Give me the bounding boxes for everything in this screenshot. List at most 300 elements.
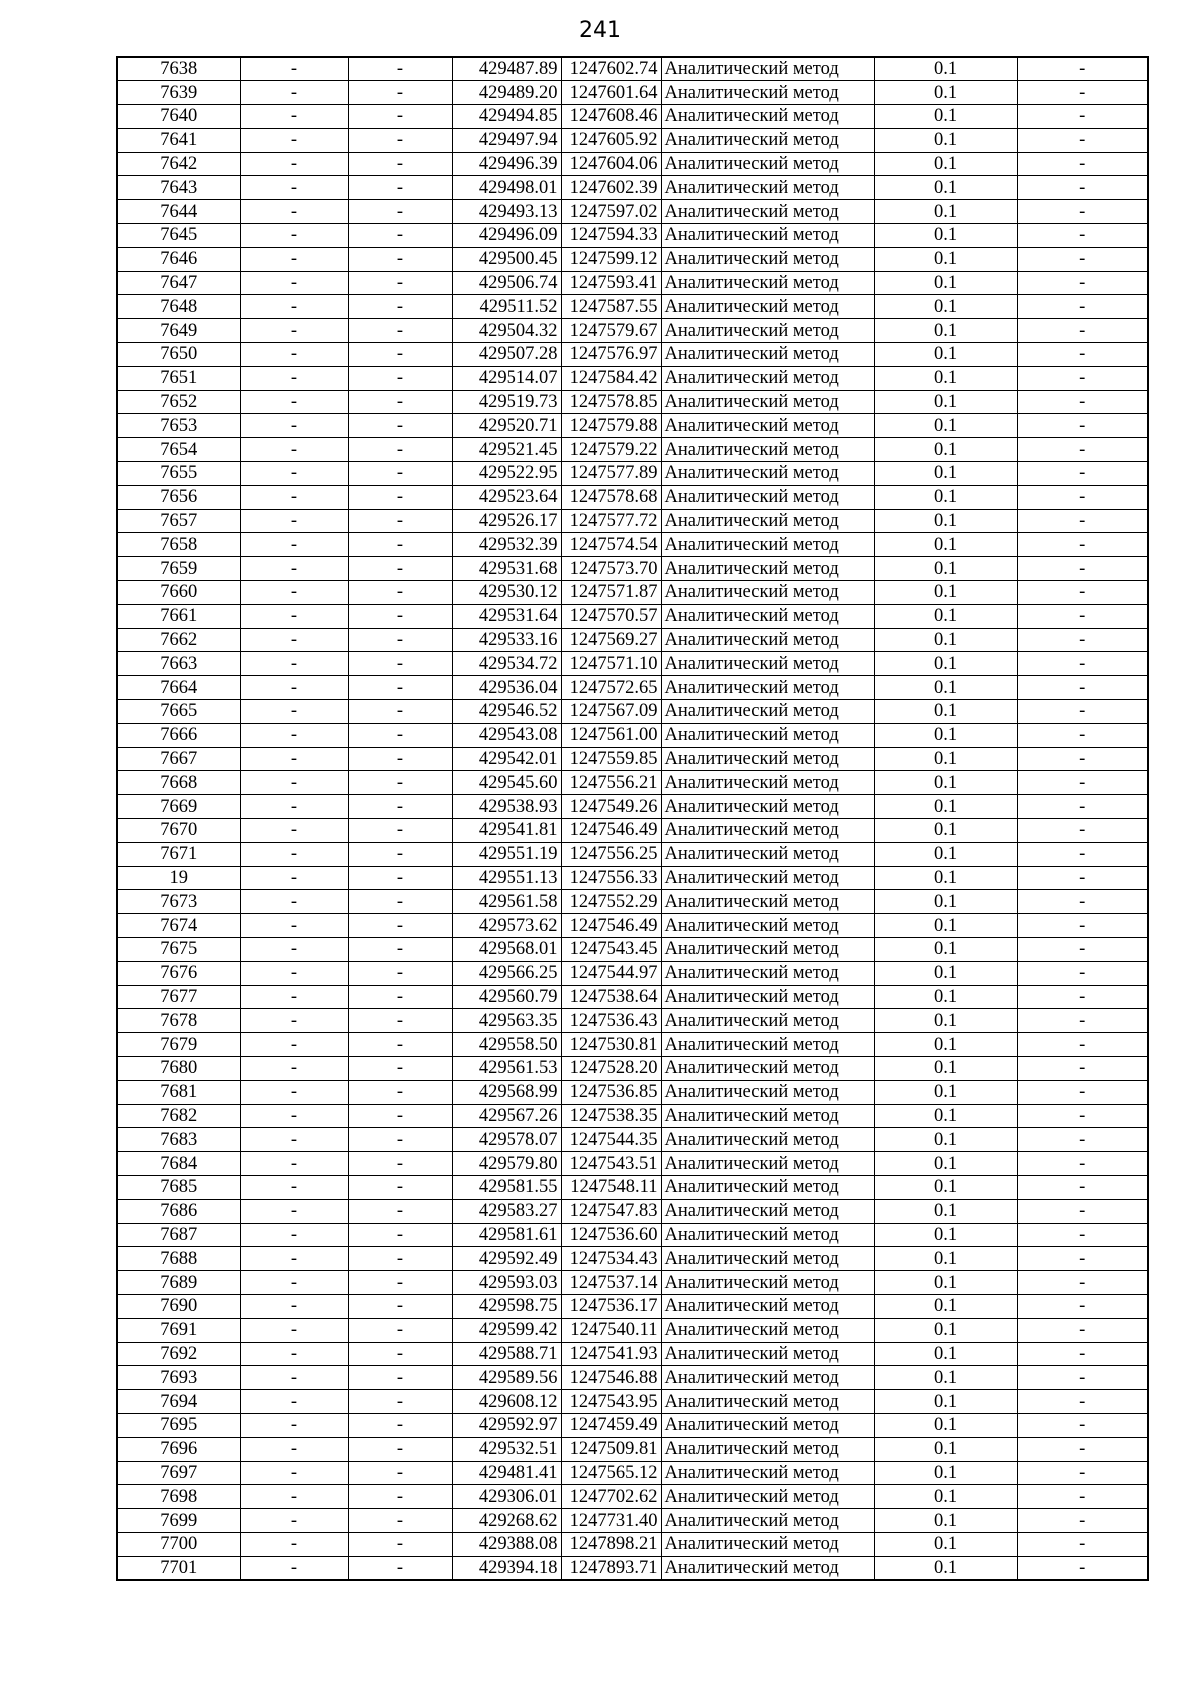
y-coordinate-cell: 1247559.85 xyxy=(561,747,661,771)
empty-cell-a: - xyxy=(240,747,348,771)
empty-cell-last: - xyxy=(1017,1199,1148,1223)
empty-cell-b: - xyxy=(348,224,452,248)
empty-cell-a: - xyxy=(240,795,348,819)
empty-cell-a: - xyxy=(240,533,348,557)
y-coordinate-cell: 1247546.88 xyxy=(561,1366,661,1390)
method-cell: Аналитический метод xyxy=(661,438,874,462)
x-coordinate-cell: 429511.52 xyxy=(452,295,561,319)
table-row xyxy=(117,961,1148,985)
empty-cell-a: - xyxy=(240,842,348,866)
method-cell: Аналитический метод xyxy=(661,105,874,129)
point-number-cell: 7687 xyxy=(117,1223,240,1247)
method-cell: Аналитический метод xyxy=(661,819,874,843)
empty-cell-last: - xyxy=(1017,533,1148,557)
empty-cell-b: - xyxy=(348,866,452,890)
table-row xyxy=(117,819,1148,843)
method-cell: Аналитический метод xyxy=(661,1033,874,1057)
empty-cell-a: - xyxy=(240,604,348,628)
method-cell: Аналитический метод xyxy=(661,366,874,390)
x-coordinate-cell: 429487.89 xyxy=(452,57,561,81)
accuracy-cell: 0.1 xyxy=(874,914,1017,938)
empty-cell-a: - xyxy=(240,1318,348,1342)
method-cell: Аналитический метод xyxy=(661,1437,874,1461)
empty-cell-a: - xyxy=(240,819,348,843)
empty-cell-a: - xyxy=(240,1509,348,1533)
accuracy-cell: 0.1 xyxy=(874,1033,1017,1057)
point-number-cell: 7696 xyxy=(117,1437,240,1461)
empty-cell-b: - xyxy=(348,247,452,271)
table-row xyxy=(117,295,1148,319)
empty-cell-last: - xyxy=(1017,390,1148,414)
empty-cell-a: - xyxy=(240,890,348,914)
table-row xyxy=(117,247,1148,271)
empty-cell-a: - xyxy=(240,652,348,676)
point-number-cell: 7647 xyxy=(117,271,240,295)
point-number-cell: 7680 xyxy=(117,1056,240,1080)
method-cell: Аналитический метод xyxy=(661,1318,874,1342)
empty-cell-b: - xyxy=(348,319,452,343)
point-number-cell: 7699 xyxy=(117,1509,240,1533)
empty-cell-last: - xyxy=(1017,1437,1148,1461)
method-cell: Аналитический метод xyxy=(661,652,874,676)
y-coordinate-cell: 1247546.49 xyxy=(561,819,661,843)
x-coordinate-cell: 429497.94 xyxy=(452,128,561,152)
empty-cell-a: - xyxy=(240,366,348,390)
accuracy-cell: 0.1 xyxy=(874,57,1017,81)
y-coordinate-cell: 1247572.65 xyxy=(561,676,661,700)
empty-cell-last: - xyxy=(1017,961,1148,985)
point-number-cell: 7688 xyxy=(117,1247,240,1271)
empty-cell-last: - xyxy=(1017,747,1148,771)
accuracy-cell: 0.1 xyxy=(874,747,1017,771)
accuracy-cell: 0.1 xyxy=(874,1485,1017,1509)
empty-cell-a: - xyxy=(240,700,348,724)
accuracy-cell: 0.1 xyxy=(874,700,1017,724)
y-coordinate-cell: 1247579.67 xyxy=(561,319,661,343)
empty-cell-b: - xyxy=(348,1247,452,1271)
empty-cell-last: - xyxy=(1017,1318,1148,1342)
empty-cell-last: - xyxy=(1017,1104,1148,1128)
point-number-cell: 7701 xyxy=(117,1556,240,1580)
accuracy-cell: 0.1 xyxy=(874,1413,1017,1437)
point-number-cell: 7697 xyxy=(117,1461,240,1485)
empty-cell-last: - xyxy=(1017,57,1148,81)
point-number-cell: 7653 xyxy=(117,414,240,438)
point-number-cell: 7684 xyxy=(117,1152,240,1176)
accuracy-cell: 0.1 xyxy=(874,1056,1017,1080)
table-row xyxy=(117,1342,1148,1366)
page-number: 241 xyxy=(579,18,621,43)
empty-cell-last: - xyxy=(1017,200,1148,224)
method-cell: Аналитический метод xyxy=(661,1413,874,1437)
accuracy-cell: 0.1 xyxy=(874,866,1017,890)
method-cell: Аналитический метод xyxy=(661,152,874,176)
accuracy-cell: 0.1 xyxy=(874,1223,1017,1247)
method-cell: Аналитический метод xyxy=(661,1342,874,1366)
x-coordinate-cell: 429558.50 xyxy=(452,1033,561,1057)
point-number-cell: 7669 xyxy=(117,795,240,819)
accuracy-cell: 0.1 xyxy=(874,1152,1017,1176)
x-coordinate-cell: 429581.61 xyxy=(452,1223,561,1247)
x-coordinate-cell: 429561.58 xyxy=(452,890,561,914)
empty-cell-b: - xyxy=(348,1009,452,1033)
y-coordinate-cell: 1247569.27 xyxy=(561,628,661,652)
empty-cell-b: - xyxy=(348,1437,452,1461)
empty-cell-last: - xyxy=(1017,128,1148,152)
point-number-cell: 7692 xyxy=(117,1342,240,1366)
method-cell: Аналитический метод xyxy=(661,676,874,700)
x-coordinate-cell: 429534.72 xyxy=(452,652,561,676)
empty-cell-b: - xyxy=(348,1104,452,1128)
point-number-cell: 7650 xyxy=(117,343,240,367)
empty-cell-a: - xyxy=(240,581,348,605)
empty-cell-a: - xyxy=(240,438,348,462)
point-number-cell: 7693 xyxy=(117,1366,240,1390)
point-number-cell: 7670 xyxy=(117,819,240,843)
x-coordinate-cell: 429583.27 xyxy=(452,1199,561,1223)
accuracy-cell: 0.1 xyxy=(874,1461,1017,1485)
y-coordinate-cell: 1247584.42 xyxy=(561,366,661,390)
x-coordinate-cell: 429268.62 xyxy=(452,1509,561,1533)
y-coordinate-cell: 1247577.89 xyxy=(561,462,661,486)
y-coordinate-cell: 1247576.97 xyxy=(561,343,661,367)
method-cell: Аналитический метод xyxy=(661,343,874,367)
empty-cell-a: - xyxy=(240,485,348,509)
method-cell: Аналитический метод xyxy=(661,1556,874,1580)
coordinates-table-body xyxy=(117,57,1148,1580)
x-coordinate-cell: 429543.08 xyxy=(452,723,561,747)
point-number-cell: 7671 xyxy=(117,842,240,866)
empty-cell-a: - xyxy=(240,414,348,438)
empty-cell-a: - xyxy=(240,914,348,938)
empty-cell-last: - xyxy=(1017,914,1148,938)
empty-cell-last: - xyxy=(1017,819,1148,843)
empty-cell-a: - xyxy=(240,1175,348,1199)
method-cell: Аналитический метод xyxy=(661,319,874,343)
method-cell: Аналитический метод xyxy=(661,176,874,200)
empty-cell-a: - xyxy=(240,961,348,985)
empty-cell-last: - xyxy=(1017,557,1148,581)
empty-cell-last: - xyxy=(1017,1175,1148,1199)
table-row xyxy=(117,1247,1148,1271)
empty-cell-a: - xyxy=(240,1366,348,1390)
x-coordinate-cell: 429532.51 xyxy=(452,1437,561,1461)
empty-cell-b: - xyxy=(348,128,452,152)
point-number-cell: 7660 xyxy=(117,581,240,605)
x-coordinate-cell: 429581.55 xyxy=(452,1175,561,1199)
y-coordinate-cell: 1247536.43 xyxy=(561,1009,661,1033)
empty-cell-a: - xyxy=(240,224,348,248)
empty-cell-a: - xyxy=(240,247,348,271)
empty-cell-b: - xyxy=(348,105,452,129)
x-coordinate-cell: 429520.71 xyxy=(452,414,561,438)
point-number-cell: 7658 xyxy=(117,533,240,557)
y-coordinate-cell: 1247571.10 xyxy=(561,652,661,676)
point-number-cell: 7649 xyxy=(117,319,240,343)
empty-cell-last: - xyxy=(1017,1532,1148,1556)
table-row xyxy=(117,533,1148,557)
empty-cell-last: - xyxy=(1017,81,1148,105)
method-cell: Аналитический метод xyxy=(661,128,874,152)
table-row xyxy=(117,1509,1148,1533)
method-cell: Аналитический метод xyxy=(661,557,874,581)
table-row xyxy=(117,343,1148,367)
point-number-cell: 7683 xyxy=(117,1128,240,1152)
table-row xyxy=(117,1318,1148,1342)
point-number-cell: 7656 xyxy=(117,485,240,509)
empty-cell-last: - xyxy=(1017,224,1148,248)
point-number-cell: 7686 xyxy=(117,1199,240,1223)
y-coordinate-cell: 1247543.45 xyxy=(561,937,661,961)
x-coordinate-cell: 429598.75 xyxy=(452,1294,561,1318)
empty-cell-a: - xyxy=(240,1461,348,1485)
method-cell: Аналитический метод xyxy=(661,1461,874,1485)
method-cell: Аналитический метод xyxy=(661,1294,874,1318)
y-coordinate-cell: 1247602.39 xyxy=(561,176,661,200)
x-coordinate-cell: 429568.99 xyxy=(452,1080,561,1104)
empty-cell-last: - xyxy=(1017,1366,1148,1390)
table-row xyxy=(117,628,1148,652)
empty-cell-a: - xyxy=(240,390,348,414)
accuracy-cell: 0.1 xyxy=(874,1199,1017,1223)
empty-cell-a: - xyxy=(240,1437,348,1461)
empty-cell-a: - xyxy=(240,1342,348,1366)
method-cell: Аналитический метод xyxy=(661,462,874,486)
y-coordinate-cell: 1247537.14 xyxy=(561,1271,661,1295)
empty-cell-b: - xyxy=(348,1413,452,1437)
accuracy-cell: 0.1 xyxy=(874,985,1017,1009)
x-coordinate-cell: 429588.71 xyxy=(452,1342,561,1366)
point-number-cell: 7651 xyxy=(117,366,240,390)
empty-cell-b: - xyxy=(348,1080,452,1104)
table-row xyxy=(117,485,1148,509)
empty-cell-b: - xyxy=(348,914,452,938)
y-coordinate-cell: 1247547.83 xyxy=(561,1199,661,1223)
empty-cell-last: - xyxy=(1017,295,1148,319)
method-cell: Аналитический метод xyxy=(661,700,874,724)
empty-cell-b: - xyxy=(348,57,452,81)
y-coordinate-cell: 1247599.12 xyxy=(561,247,661,271)
y-coordinate-cell: 1247579.22 xyxy=(561,438,661,462)
point-number-cell: 7666 xyxy=(117,723,240,747)
accuracy-cell: 0.1 xyxy=(874,1294,1017,1318)
x-coordinate-cell: 429388.08 xyxy=(452,1532,561,1556)
x-coordinate-cell: 429532.39 xyxy=(452,533,561,557)
x-coordinate-cell: 429394.18 xyxy=(452,1556,561,1580)
point-number-cell: 7679 xyxy=(117,1033,240,1057)
method-cell: Аналитический метод xyxy=(661,842,874,866)
empty-cell-last: - xyxy=(1017,1509,1148,1533)
table-row xyxy=(117,1056,1148,1080)
x-coordinate-cell: 429546.52 xyxy=(452,700,561,724)
x-coordinate-cell: 429498.01 xyxy=(452,176,561,200)
table-row xyxy=(117,747,1148,771)
table-row xyxy=(117,771,1148,795)
empty-cell-last: - xyxy=(1017,366,1148,390)
empty-cell-last: - xyxy=(1017,1152,1148,1176)
point-number-cell: 19 xyxy=(117,866,240,890)
empty-cell-a: - xyxy=(240,81,348,105)
empty-cell-last: - xyxy=(1017,462,1148,486)
accuracy-cell: 0.1 xyxy=(874,1509,1017,1533)
empty-cell-last: - xyxy=(1017,1413,1148,1437)
method-cell: Аналитический метод xyxy=(661,533,874,557)
table-row xyxy=(117,914,1148,938)
table-row xyxy=(117,557,1148,581)
empty-cell-b: - xyxy=(348,628,452,652)
empty-cell-b: - xyxy=(348,1128,452,1152)
method-cell: Аналитический метод xyxy=(661,1175,874,1199)
table-row xyxy=(117,105,1148,129)
method-cell: Аналитический метод xyxy=(661,1366,874,1390)
empty-cell-b: - xyxy=(348,747,452,771)
point-number-cell: 7648 xyxy=(117,295,240,319)
empty-cell-b: - xyxy=(348,985,452,1009)
method-cell: Аналитический метод xyxy=(661,795,874,819)
y-coordinate-cell: 1247601.64 xyxy=(561,81,661,105)
point-number-cell: 7665 xyxy=(117,700,240,724)
method-cell: Аналитический метод xyxy=(661,890,874,914)
point-number-cell: 7662 xyxy=(117,628,240,652)
method-cell: Аналитический метод xyxy=(661,1128,874,1152)
y-coordinate-cell: 1247530.81 xyxy=(561,1033,661,1057)
table-row xyxy=(117,1532,1148,1556)
method-cell: Аналитический метод xyxy=(661,414,874,438)
point-number-cell: 7659 xyxy=(117,557,240,581)
y-coordinate-cell: 1247898.21 xyxy=(561,1532,661,1556)
point-number-cell: 7673 xyxy=(117,890,240,914)
method-cell: Аналитический метод xyxy=(661,581,874,605)
empty-cell-b: - xyxy=(348,152,452,176)
method-cell: Аналитический метод xyxy=(661,1485,874,1509)
x-coordinate-cell: 429561.53 xyxy=(452,1056,561,1080)
table-row xyxy=(117,937,1148,961)
method-cell: Аналитический метод xyxy=(661,604,874,628)
method-cell: Аналитический метод xyxy=(661,937,874,961)
x-coordinate-cell: 429533.16 xyxy=(452,628,561,652)
y-coordinate-cell: 1247536.17 xyxy=(561,1294,661,1318)
empty-cell-last: - xyxy=(1017,1556,1148,1580)
empty-cell-b: - xyxy=(348,1223,452,1247)
empty-cell-b: - xyxy=(348,1271,452,1295)
empty-cell-a: - xyxy=(240,1485,348,1509)
empty-cell-b: - xyxy=(348,1294,452,1318)
point-number-cell: 7694 xyxy=(117,1390,240,1414)
y-coordinate-cell: 1247604.06 xyxy=(561,152,661,176)
table-row xyxy=(117,1461,1148,1485)
table-row xyxy=(117,1152,1148,1176)
accuracy-cell: 0.1 xyxy=(874,1342,1017,1366)
empty-cell-b: - xyxy=(348,557,452,581)
x-coordinate-cell: 429500.45 xyxy=(452,247,561,271)
empty-cell-b: - xyxy=(348,890,452,914)
empty-cell-last: - xyxy=(1017,1009,1148,1033)
empty-cell-b: - xyxy=(348,581,452,605)
empty-cell-last: - xyxy=(1017,985,1148,1009)
method-cell: Аналитический метод xyxy=(661,390,874,414)
empty-cell-a: - xyxy=(240,866,348,890)
empty-cell-b: - xyxy=(348,1175,452,1199)
method-cell: Аналитический метод xyxy=(661,57,874,81)
table-row xyxy=(117,1175,1148,1199)
y-coordinate-cell: 1247556.25 xyxy=(561,842,661,866)
empty-cell-last: - xyxy=(1017,652,1148,676)
y-coordinate-cell: 1247578.68 xyxy=(561,485,661,509)
point-number-cell: 7643 xyxy=(117,176,240,200)
table-row xyxy=(117,128,1148,152)
x-coordinate-cell: 429522.95 xyxy=(452,462,561,486)
table-row xyxy=(117,1080,1148,1104)
method-cell: Аналитический метод xyxy=(661,1056,874,1080)
empty-cell-a: - xyxy=(240,1104,348,1128)
empty-cell-last: - xyxy=(1017,795,1148,819)
x-coordinate-cell: 429563.35 xyxy=(452,1009,561,1033)
accuracy-cell: 0.1 xyxy=(874,343,1017,367)
point-number-cell: 7667 xyxy=(117,747,240,771)
x-coordinate-cell: 429504.32 xyxy=(452,319,561,343)
y-coordinate-cell: 1247548.11 xyxy=(561,1175,661,1199)
table-row xyxy=(117,1199,1148,1223)
method-cell: Аналитический метод xyxy=(661,1223,874,1247)
method-cell: Аналитический метод xyxy=(661,247,874,271)
empty-cell-a: - xyxy=(240,1556,348,1580)
empty-cell-a: - xyxy=(240,1271,348,1295)
table-row xyxy=(117,1271,1148,1295)
table-row xyxy=(117,842,1148,866)
empty-cell-last: - xyxy=(1017,771,1148,795)
point-number-cell: 7657 xyxy=(117,509,240,533)
y-coordinate-cell: 1247536.60 xyxy=(561,1223,661,1247)
x-coordinate-cell: 429496.39 xyxy=(452,152,561,176)
empty-cell-b: - xyxy=(348,1390,452,1414)
x-coordinate-cell: 429531.64 xyxy=(452,604,561,628)
x-coordinate-cell: 429538.93 xyxy=(452,795,561,819)
empty-cell-b: - xyxy=(348,700,452,724)
method-cell: Аналитический метод xyxy=(661,628,874,652)
empty-cell-last: - xyxy=(1017,509,1148,533)
y-coordinate-cell: 1247702.62 xyxy=(561,1485,661,1509)
point-number-cell: 7663 xyxy=(117,652,240,676)
empty-cell-a: - xyxy=(240,176,348,200)
empty-cell-b: - xyxy=(348,819,452,843)
accuracy-cell: 0.1 xyxy=(874,819,1017,843)
y-coordinate-cell: 1247579.88 xyxy=(561,414,661,438)
point-number-cell: 7698 xyxy=(117,1485,240,1509)
y-coordinate-cell: 1247577.72 xyxy=(561,509,661,533)
table-row xyxy=(117,1390,1148,1414)
point-number-cell: 7682 xyxy=(117,1104,240,1128)
table-row xyxy=(117,152,1148,176)
empty-cell-b: - xyxy=(348,81,452,105)
accuracy-cell: 0.1 xyxy=(874,723,1017,747)
x-coordinate-cell: 429592.49 xyxy=(452,1247,561,1271)
y-coordinate-cell: 1247540.11 xyxy=(561,1318,661,1342)
empty-cell-b: - xyxy=(348,771,452,795)
table-row xyxy=(117,1485,1148,1509)
method-cell: Аналитический метод xyxy=(661,224,874,248)
empty-cell-a: - xyxy=(240,1223,348,1247)
empty-cell-a: - xyxy=(240,985,348,1009)
x-coordinate-cell: 429566.25 xyxy=(452,961,561,985)
empty-cell-a: - xyxy=(240,200,348,224)
accuracy-cell: 0.1 xyxy=(874,128,1017,152)
table-row xyxy=(117,1294,1148,1318)
y-coordinate-cell: 1247594.33 xyxy=(561,224,661,248)
table-row xyxy=(117,1104,1148,1128)
method-cell: Аналитический метод xyxy=(661,747,874,771)
x-coordinate-cell: 429526.17 xyxy=(452,509,561,533)
empty-cell-last: - xyxy=(1017,1128,1148,1152)
